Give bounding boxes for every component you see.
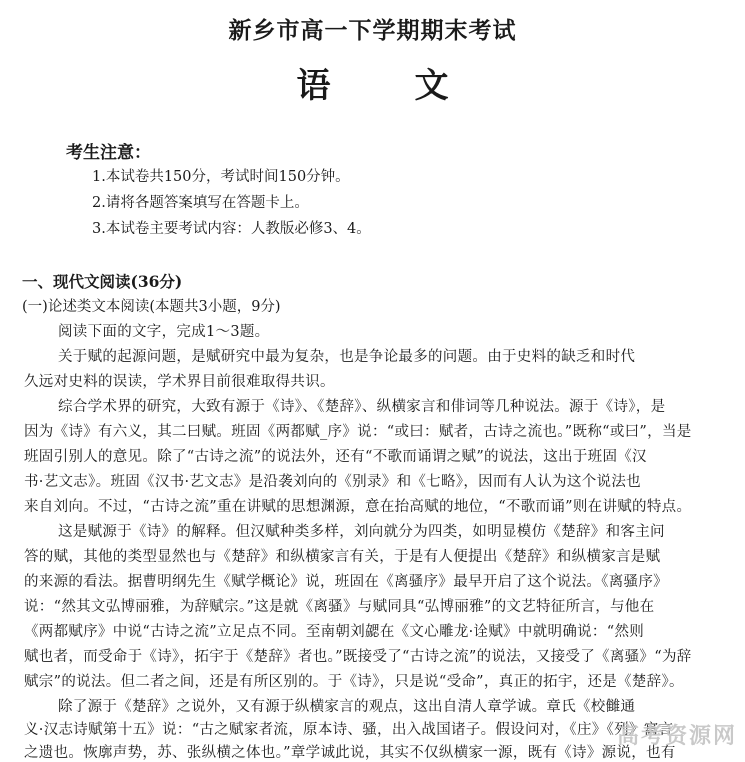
- passage-line: 赋宗”的说法。但二者之间，还是有所区别的。于《诗》，只是说“受命”，真正的拓宇，还是《楚辞》。: [24, 674, 684, 690]
- passage-line: 之遗也。恢廓声势，苏、张纵横之体也。”章学诚此说，其实不仅纵横家一源，既有《诗》源说，也有: [24, 745, 676, 761]
- sub-section-heading: (一)论述类文本阅读(本题共3小题，9分): [22, 299, 281, 315]
- passage-line: 因为《诗》有六义，其二曰赋。班固《两都赋_序》说：“或曰：赋者，古诗之流也。”既称“或曰”，当是: [24, 424, 692, 440]
- passage-line: 义·汉志诗赋第十五》说：“古之赋家者流，原本诗、骚，出入战国诸子。假设问对，《庄》《列》寓言: [24, 722, 674, 738]
- passage-line: 赋也者，而受命于《诗》，拓宇于《楚辞》者也。”既接受了“古诗之流”的说法，又接受了《离骚》“为辞: [24, 649, 692, 665]
- notice-item: 2.请将各题答案填写在答题卡上。: [92, 195, 309, 211]
- notice-item: 1.本试卷共150分，考试时间150分钟。: [92, 169, 350, 185]
- passage-line: 除了源于《楚辞》之说外，又有源于纵横家言的观点，这出自清人章学诚。章氏《校雠通: [58, 699, 636, 715]
- subject-title: 语文: [296, 66, 533, 106]
- passage-line: 关于赋的起源问题，是赋研究中最为复杂，也是争论最多的问题。由于史料的缺乏和时代: [58, 349, 636, 365]
- passage-line: 久远对史料的误读，学术界目前很难取得共识。: [24, 374, 335, 390]
- passage-line: 说：“然其文弘博丽雅，为辞赋宗。”这是就《离骚》与赋同具“弘博丽雅”的文艺特征所言，与他在: [24, 599, 655, 615]
- passage-line: 书·艺文志》。班固《汉书·艺文志》是沿袭刘向的《别录》和《七略》，因而有人认为这个说法也: [24, 474, 641, 490]
- passage-line: 来自刘向。不过，“古诗之流”重在讲赋的思想渊源，意在抬高赋的地位，“不歌而诵”则在讲赋的特点。: [24, 499, 692, 515]
- passage-line: 班固引别人的意见。除了“古诗之流”的说法外，还有“不歌而诵谓之赋”的说法，这出于班固《汉: [24, 449, 647, 465]
- passage-line: 这是赋源于《诗》的解释。但汉赋种类多样，刘向就分为四类，如明显模仿《楚辞》和客主问: [58, 524, 665, 540]
- passage-line: 《两都赋序》中说“古诗之流”立足点不同。至南朝刘勰在《文心雕龙·诠赋》中就明确说：“然则: [24, 624, 645, 640]
- reading-instruction: 阅读下面的文字，完成1～3题。: [58, 324, 270, 340]
- passage-line: 综合学术界的研究，大致有源于《诗》、《楚辞》、纵横家言和俳词等几种说法。源于《诗》，是: [58, 399, 666, 415]
- section-heading: 一、现代文阅读(36分): [22, 272, 183, 291]
- watermark: 高考资源网: [616, 723, 737, 749]
- passage-line: 的来源的看法。据曹明纲先生《赋学概论》说，班固在《离骚序》最早开启了这个说法。《离骚序》: [24, 574, 668, 590]
- notice-item: 3.本试卷主要考试内容：人教版必修3、4。: [92, 221, 371, 237]
- notice-heading: 考生注意：: [66, 143, 151, 163]
- exam-title: 新乡市高一下学期期末考试: [228, 17, 517, 44]
- passage-line: 答的赋，其他的类型显然也与《楚辞》和纵横家言有关，于是有人便提出《楚辞》和纵横家言是赋: [24, 549, 661, 565]
